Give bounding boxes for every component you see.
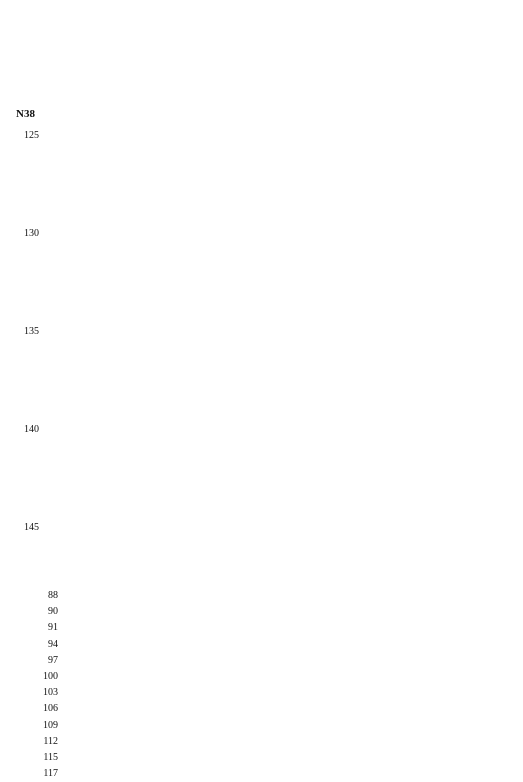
footnote-number: 91	[48, 622, 58, 634]
section-marker: N38	[16, 108, 35, 120]
text-line	[66, 495, 496, 514]
text-line	[66, 418, 496, 437]
text-line	[66, 399, 496, 418]
footnote-row	[43, 701, 496, 717]
text-line	[66, 226, 496, 245]
footnote-row	[48, 588, 496, 604]
footnote-number: 94	[48, 638, 58, 650]
text-line	[66, 475, 496, 494]
footnote-number: 97	[48, 654, 58, 666]
text-line	[66, 456, 496, 475]
line-number: 145	[24, 522, 39, 533]
footnote-number: 115	[43, 751, 58, 763]
footnote-number: 103	[43, 687, 58, 699]
text-line	[66, 284, 496, 303]
footnote-number: 106	[43, 703, 58, 715]
text-line	[66, 360, 496, 379]
footnote-row	[48, 653, 496, 669]
footnote-row	[48, 637, 496, 653]
paragraph-1	[66, 64, 496, 226]
footnote-number: 109	[43, 719, 58, 731]
footnote-row	[43, 734, 496, 750]
footnote-row	[43, 718, 496, 734]
footnote-row	[43, 766, 496, 782]
text-line	[66, 172, 496, 199]
footnote-row	[43, 669, 496, 685]
footnote-number: 100	[43, 670, 58, 682]
text-line	[66, 64, 496, 91]
footnote-row	[43, 685, 496, 701]
text-line	[66, 322, 496, 341]
footnote-number: 88	[48, 590, 58, 601]
line-number: 130	[24, 228, 39, 239]
text-line	[66, 533, 496, 552]
footnote-number: 112	[43, 735, 58, 747]
text-line	[66, 145, 496, 172]
text-line	[66, 437, 496, 456]
text-line	[66, 199, 496, 226]
text-line	[66, 303, 496, 322]
line-number: 140	[24, 424, 39, 435]
footnote-number: 90	[48, 606, 58, 618]
text-line	[66, 552, 496, 571]
line-number: 135	[24, 326, 39, 337]
footnote-row	[48, 620, 496, 636]
text-line	[66, 91, 496, 118]
paragraph-2	[66, 226, 496, 571]
line-number: 125	[24, 130, 39, 141]
footnote-row	[43, 750, 496, 766]
text-line	[66, 245, 496, 264]
text-line	[66, 118, 496, 145]
text-line	[66, 380, 496, 399]
footnote-number: 117	[43, 768, 58, 780]
footnotes	[43, 588, 496, 782]
text-line	[66, 514, 496, 533]
text-line	[66, 264, 496, 283]
footnote-row	[48, 604, 496, 620]
text-line	[66, 341, 496, 360]
